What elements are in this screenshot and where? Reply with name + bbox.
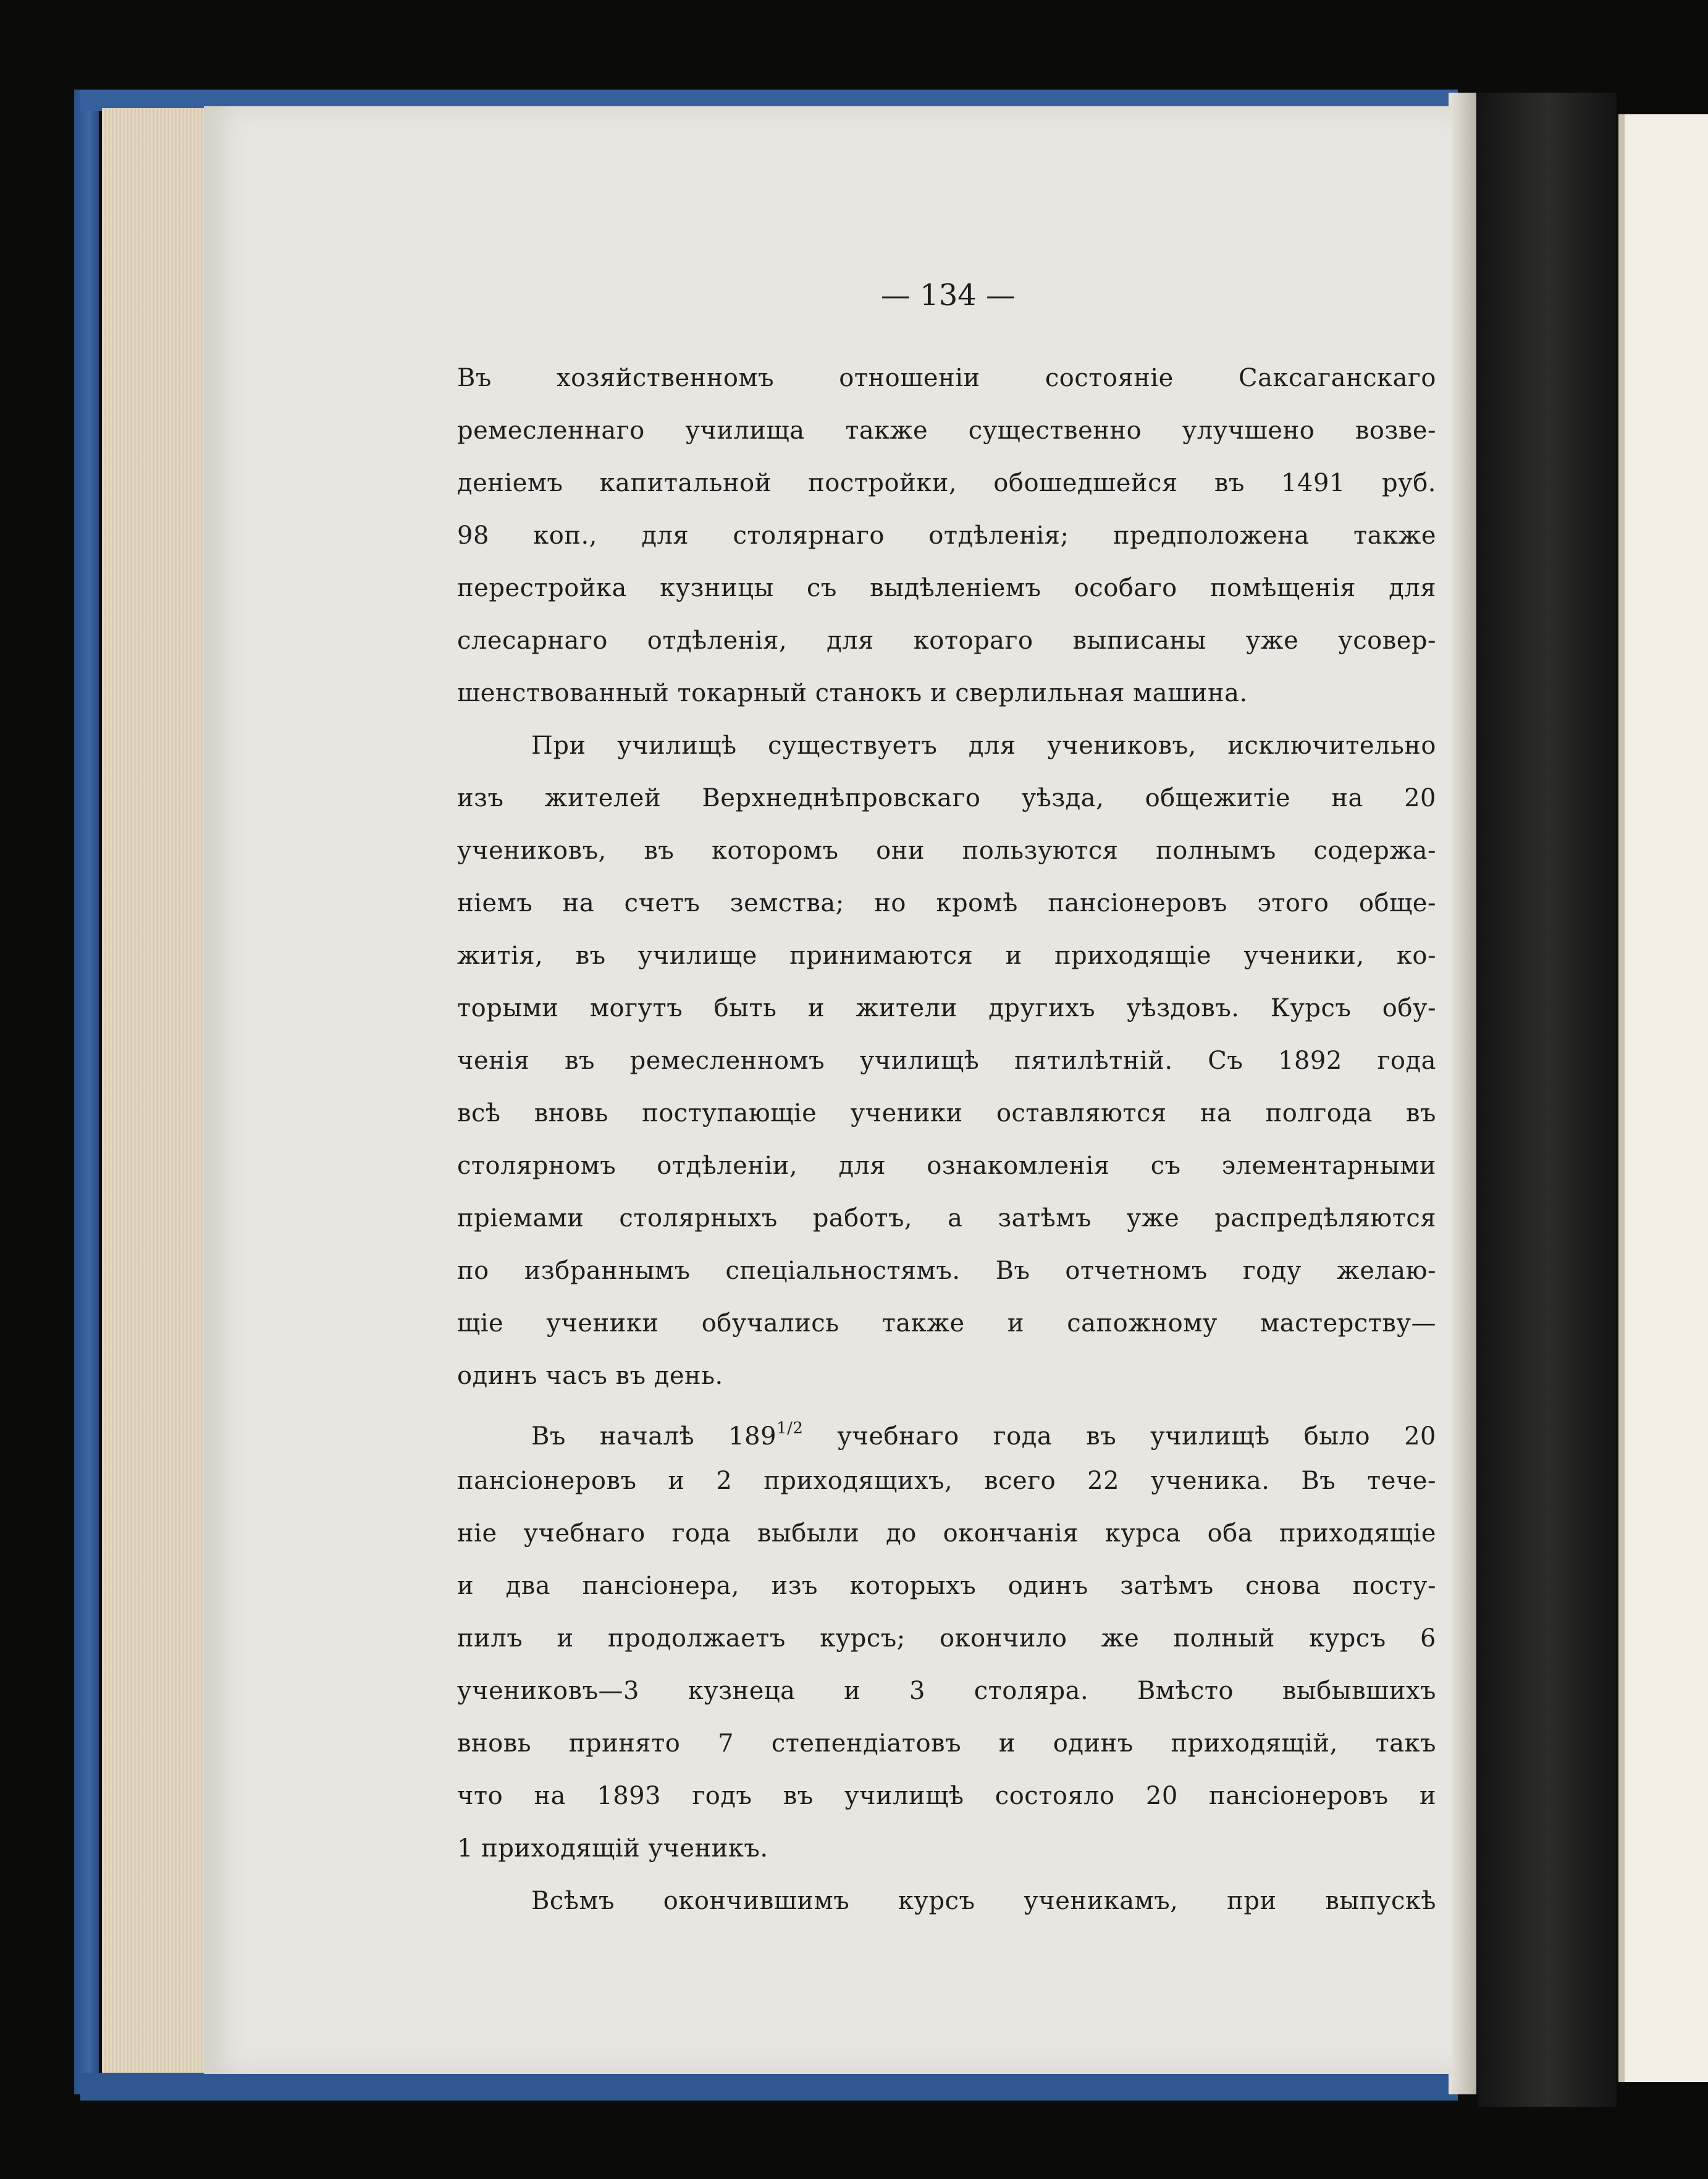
text-line: деніемъ капитальной постройки, обошедшейся въ 1491 руб. xyxy=(457,469,1436,497)
text-line: торыми могутъ быть и жители другихъ уѣздовъ. Курсъ обу- xyxy=(457,994,1436,1022)
text-line: слесарнаго отдѣленія, для котораго выписаны уже усовер- xyxy=(457,626,1436,655)
text-line: всѣ вновь поступающіе ученики оставляются на полгода въ xyxy=(457,1099,1436,1127)
text-line: вновь принято 7 степендіатовъ и одинъ приходящій, такъ xyxy=(457,1729,1436,1758)
text-line: пилъ и продолжаетъ курсъ; окончило же полный курсъ 6 xyxy=(457,1624,1436,1653)
text-line: перестройка кузницы съ выдѣленіемъ особаго помѣщенія для xyxy=(457,574,1436,602)
book-cover-bottom xyxy=(80,2073,1458,2101)
page-stack-edge xyxy=(102,108,219,2073)
text-line: Всѣмъ окончившимъ курсъ ученикамъ, при выпускѣ xyxy=(531,1887,1436,1915)
text-line: учениковъ—3 кузнеца и 3 столяра. Вмѣсто выбывшихъ xyxy=(457,1677,1436,1705)
text-fragment: учебнаго года въ училищѣ было 20 xyxy=(837,1422,1437,1451)
text-line: 98 коп., для столярнаго отдѣленія; предположена также xyxy=(457,521,1436,550)
text-line: щіе ученики обучались также и сапожному мастерству— xyxy=(457,1309,1436,1338)
text-line: одинъ часъ въ день. xyxy=(457,1362,723,1390)
text-fragment: Въ началѣ 189 xyxy=(531,1422,777,1451)
text-line: что на 1893 годъ въ училищѣ состояло 20 пансіонеровъ и xyxy=(457,1782,1436,1810)
book-cover-right-edge xyxy=(1449,93,1476,2094)
facing-page-edge xyxy=(1618,114,1708,2082)
book-cover-left xyxy=(74,90,99,2094)
text-line xyxy=(457,1402,1436,1454)
text-line: по избраннымъ спеціальностямъ. Въ отчетномъ году желаю- xyxy=(457,1257,1436,1285)
text-line: учениковъ, въ которомъ они пользуются полнымъ содержа- xyxy=(457,837,1436,865)
text-line: столярномъ отдѣленіи, для ознакомленія съ элементарными xyxy=(457,1152,1436,1180)
text-line: При училищѣ существуетъ для учениковъ, исключительно xyxy=(531,731,1436,760)
text-line: ніемъ на счетъ земства; но кромѣ пансіонеровъ этого обще- xyxy=(457,889,1436,917)
text-line: шенствованный токарный станокъ и сверлильная машина. xyxy=(457,679,1248,707)
text-line: житія, въ училище принимаются и приходящіе ученики, ко- xyxy=(457,942,1436,970)
text-line: 1 приходящій ученикъ. xyxy=(457,1834,768,1863)
text-line: ніе учебнаго года выбыли до окончанія курса оба приходящіе xyxy=(457,1519,1436,1548)
text-line: пріемами столярныхъ работъ, а затѣмъ уже распредѣляются xyxy=(457,1204,1436,1233)
text-line: ченія въ ремесленномъ училищѣ пятилѣтній. Съ 1892 года xyxy=(457,1047,1436,1075)
text-line: Въ хозяйственномъ отношеніи состояніе Саксаганскаго xyxy=(457,364,1436,392)
page-number: — 134 — xyxy=(880,278,1016,313)
fraction: 1/2 xyxy=(776,1419,804,1438)
text-line: изъ жителей Верхнеднѣпровскаго уѣзда, общежитіе на 20 xyxy=(457,784,1436,812)
text-line: пансіонеровъ и 2 приходящихъ, всего 22 ученика. Въ тече- xyxy=(457,1467,1436,1495)
text-line: и два пансіонера, изъ которыхъ одинъ затѣмъ снова посту- xyxy=(457,1572,1436,1600)
book-gutter xyxy=(1478,93,1617,2107)
text-line: ремесленнаго училища также существенно улучшено возве- xyxy=(457,416,1436,445)
